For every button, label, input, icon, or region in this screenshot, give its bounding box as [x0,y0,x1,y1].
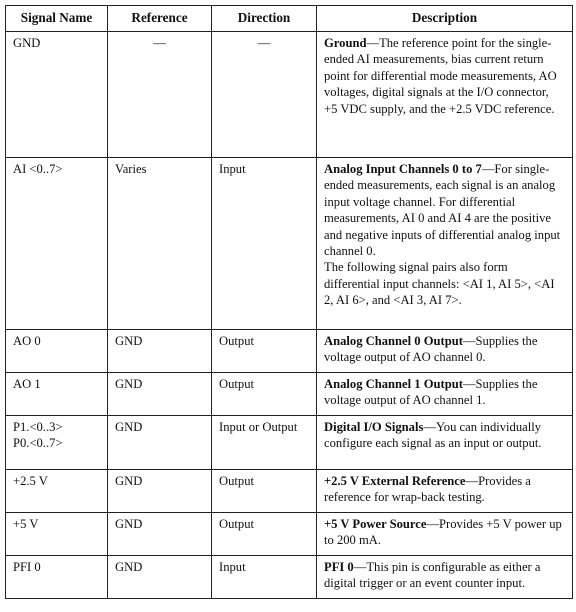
description-body: —Supplies the voltage output of AO channel 1. [324,377,538,408]
signal-name-line: P0.<0..7> [13,436,63,451]
description-title: Analog Channel 1 Output [324,377,463,391]
table-row [6,330,573,373]
cell-signal-name [6,556,108,599]
cell-direction: Input [212,556,317,599]
cell-reference: GND [108,416,212,470]
table-row [6,373,573,416]
header-direction: Direction [212,6,317,32]
description-title: Digital I/O Signals [324,420,424,434]
description-body: —This pin is configurable as either a digital trigger or an event counter input. [324,560,541,591]
signal-name-line: AO 1 [13,377,41,391]
description-body: —Supplies the voltage output of AO channel 0. [324,334,538,365]
cell-direction: — [212,32,317,158]
signal-name-line: +5 V [13,517,39,531]
cell-direction: Output [212,513,317,556]
description-title: PFI 0 [324,560,354,574]
signal-name-line: PFI 0 [13,560,41,574]
description-title: Ground [324,36,367,50]
cell-description [317,330,573,373]
cell-reference: — [108,32,212,158]
description-body: —You can individually configure each signal as an input or output. [324,420,542,451]
table-body [6,32,573,599]
description-continuation: The following signal pairs also form differential input channels: <AI 1, AI 5>, <AI 2, AI 6>, and <AI 3, AI 7>. [324,260,555,308]
cell-reference: GND [108,513,212,556]
signal-description-table [5,5,573,599]
table-header-row [6,6,573,32]
cell-reference: Varies [108,158,212,330]
cell-direction: Input [212,158,317,330]
cell-signal-name [6,158,108,330]
cell-reference: GND [108,373,212,416]
cell-description [317,556,573,599]
cell-direction: Output [212,470,317,513]
table-row [6,416,573,470]
signal-name-line: P1.<0..3> [13,420,63,434]
cell-reference: GND [108,556,212,599]
table-row [6,470,573,513]
cell-description [317,158,573,330]
table-row [6,158,573,330]
cell-signal-name [6,416,108,470]
cell-direction: Output [212,373,317,416]
cell-direction: Output [212,330,317,373]
cell-description [317,32,573,158]
description-body: —The reference point for the single-ended AI measurements, bias current return point for differential mode measurements, AO voltages, digital signals at the I/O connector, +5 VDC supply, and the +2.5 VDC reference. [324,36,557,116]
header-reference: Reference [108,6,212,32]
description-title: Analog Channel 0 Output [324,334,463,348]
cell-description [317,416,573,470]
description-body: —For single-ended measurements, each signal is an analog input voltage channel. For differential measurements, AI 0 and AI 4 are the positive and negative inputs of differential analog input channel 0. [324,162,561,259]
header-description: Description [317,6,573,32]
signal-name-line: +2.5 V [13,474,48,488]
cell-description [317,373,573,416]
table-row [6,556,573,599]
cell-signal-name [6,373,108,416]
cell-signal-name [6,470,108,513]
description-title: +2.5 V External Reference [324,474,466,488]
table-row [6,513,573,556]
signal-table-frame [5,5,572,609]
description-title: +5 V Power Source [324,517,427,531]
cell-direction: Input or Output [212,416,317,470]
description-body: —Provides a reference for wrap-back testing. [324,474,531,505]
header-signal-name: Signal Name [6,6,108,32]
table-row [6,32,573,158]
description-title: Analog Input Channels 0 to 7 [324,162,482,176]
cell-description [317,470,573,513]
signal-name-line: AO 0 [13,334,41,348]
cell-reference: GND [108,330,212,373]
cell-signal-name [6,330,108,373]
signal-name-line: AI <0..7> [13,162,63,176]
cell-reference: GND [108,470,212,513]
signal-name-line: GND [13,36,41,50]
cell-signal-name [6,32,108,158]
cell-signal-name [6,513,108,556]
cell-description [317,513,573,556]
description-body: —Provides +5 V power up to 200 mA. [324,517,562,548]
